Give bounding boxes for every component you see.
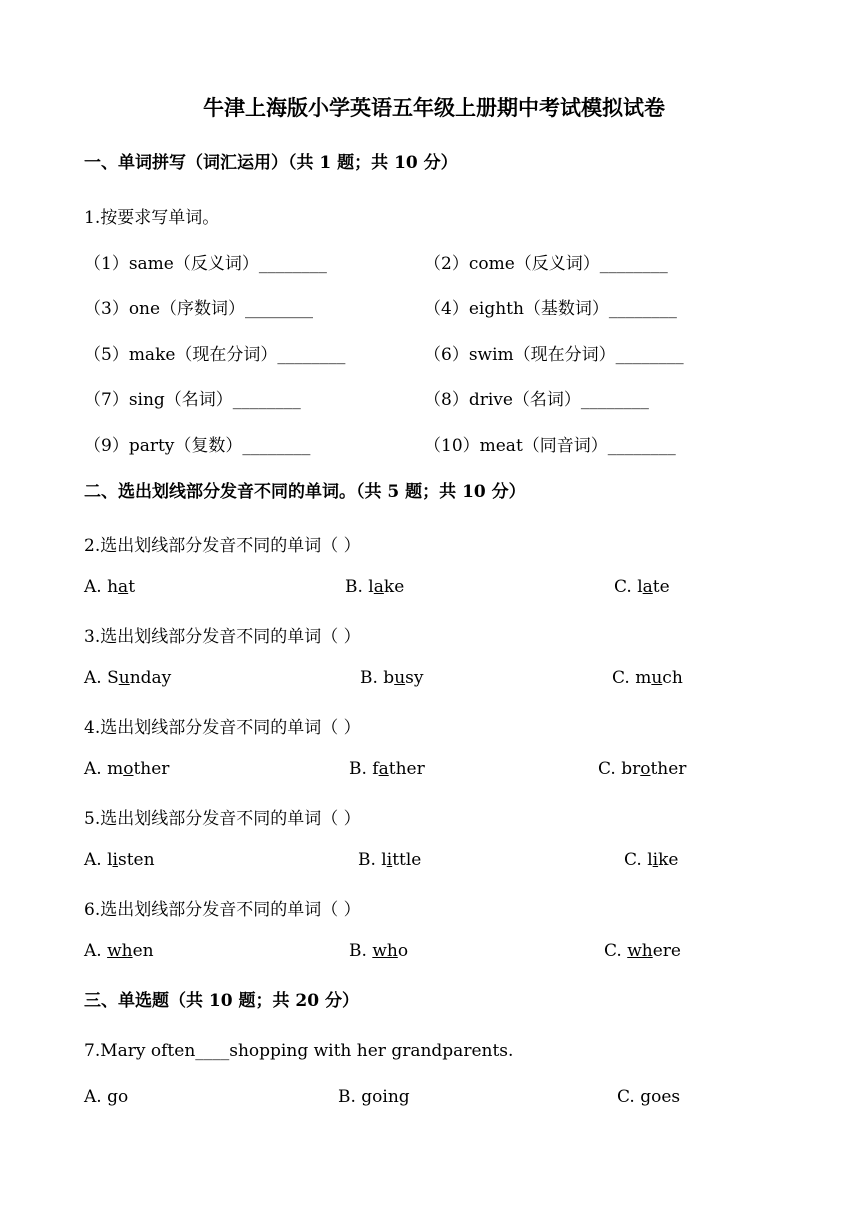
underlined-letters: wh <box>372 941 398 961</box>
page-title: 牛津上海版小学英语五年级上册期中考试模拟试卷 <box>203 95 665 120</box>
q1-item-5: （5）make（现在分词）________ <box>84 345 346 365</box>
option-b <box>349 759 425 779</box>
option-text: B. l <box>345 577 374 597</box>
option-text: C. m <box>612 668 652 688</box>
question-6-stem: 6.选出划线部分发音不同的单词（ ） <box>84 900 361 920</box>
question-2-stem: 2.选出划线部分发音不同的单词（ ） <box>84 536 361 556</box>
option-text: en <box>132 941 154 961</box>
option-text: B. f <box>349 759 379 779</box>
question-1-stem: 1.按要求写单词。 <box>84 208 220 228</box>
option-text: ere <box>652 941 681 961</box>
option-text: B. l <box>358 850 387 870</box>
option-a <box>84 577 135 597</box>
underlined-letters: o <box>123 759 134 779</box>
option-c <box>624 850 678 870</box>
q1-item-2: （2）come（反义词）________ <box>424 254 668 274</box>
option-text: ther <box>388 759 425 779</box>
option-text: te <box>652 577 670 597</box>
underlined-letters: i <box>652 850 659 870</box>
option-text: ttle <box>392 850 422 870</box>
underlined-letters: wh <box>107 941 133 961</box>
q1-item-4: （4）eighth（基数词）________ <box>424 299 677 319</box>
option-b: B. going <box>338 1087 410 1107</box>
option-c: C. goes <box>617 1087 681 1107</box>
q1-item-3: （3）one（序数词）________ <box>84 299 314 319</box>
option-text: ther <box>650 759 687 779</box>
option-text: ke <box>658 850 679 870</box>
underlined-letters: u <box>394 668 406 688</box>
option-text: o <box>397 941 409 961</box>
option-a: A. go <box>84 1087 129 1107</box>
option-text: ke <box>383 577 405 597</box>
q1-item-6: （6）swim（现在分词）________ <box>424 345 684 365</box>
option-text: t <box>128 577 136 597</box>
q1-item-10: （10）meat（同音词）________ <box>424 436 676 456</box>
option-text: A. <box>84 941 108 961</box>
option-a <box>84 941 154 961</box>
option-text: C. l <box>614 577 643 597</box>
option-c <box>598 759 686 779</box>
question-7-stem: 7.Mary often____shopping with her grandparents. <box>84 1041 514 1061</box>
option-b <box>360 668 423 688</box>
section-heading-1: 一、单词拼写（词汇运用）（共 1 题；共 10 分） <box>84 153 458 173</box>
q1-item-8: （8）drive（名词）________ <box>424 390 649 410</box>
option-c <box>604 941 681 961</box>
underlined-letters: a <box>642 577 653 597</box>
question-4-stem: 4.选出划线部分发音不同的单词（ ） <box>84 718 361 738</box>
underlined-letters: i <box>386 850 393 870</box>
q1-item-9: （9）party（复数）________ <box>84 436 311 456</box>
underlined-letters: i <box>112 850 118 870</box>
option-c <box>612 668 683 688</box>
option-a <box>84 759 169 779</box>
underlined-letters: o <box>640 759 651 779</box>
option-text: nday <box>129 668 172 688</box>
option-text: B. b <box>360 668 395 688</box>
underlined-letters: u <box>651 668 663 688</box>
underlined-letters: wh <box>627 941 653 961</box>
underlined-letters: a <box>378 759 389 779</box>
option-a <box>84 668 171 688</box>
question-5-stem: 5.选出划线部分发音不同的单词（ ） <box>84 809 361 829</box>
option-text: B. <box>349 941 373 961</box>
underlined-letters: a <box>373 577 384 597</box>
option-text: ther <box>133 759 170 779</box>
option-text: C. l <box>624 850 653 870</box>
option-a <box>84 850 155 870</box>
option-text: A. m <box>84 759 124 779</box>
option-b <box>345 577 404 597</box>
option-b <box>358 850 421 870</box>
question-3-stem: 3.选出划线部分发音不同的单词（ ） <box>84 627 361 647</box>
option-text: sy <box>405 668 424 688</box>
q1-item-7: （7）sing（名词）________ <box>84 390 301 410</box>
option-text: A. h <box>84 577 119 597</box>
option-text: A. S <box>84 668 119 688</box>
q1-item-1: （1）same（反义词）________ <box>84 254 327 274</box>
option-b <box>349 941 408 961</box>
option-text: C. <box>604 941 628 961</box>
option-text: sten <box>117 850 155 870</box>
section-heading-2: 二、选出划线部分发音不同的单词。（共 5 题；共 10 分） <box>84 482 526 502</box>
option-text: ch <box>662 668 683 688</box>
option-text: C. br <box>598 759 641 779</box>
underlined-letters: u <box>118 668 130 688</box>
option-c <box>614 577 670 597</box>
section-heading-3: 三、单选题（共 10 题；共 20 分） <box>84 991 359 1011</box>
underlined-letters: a <box>118 577 129 597</box>
option-text: A. l <box>84 850 113 870</box>
